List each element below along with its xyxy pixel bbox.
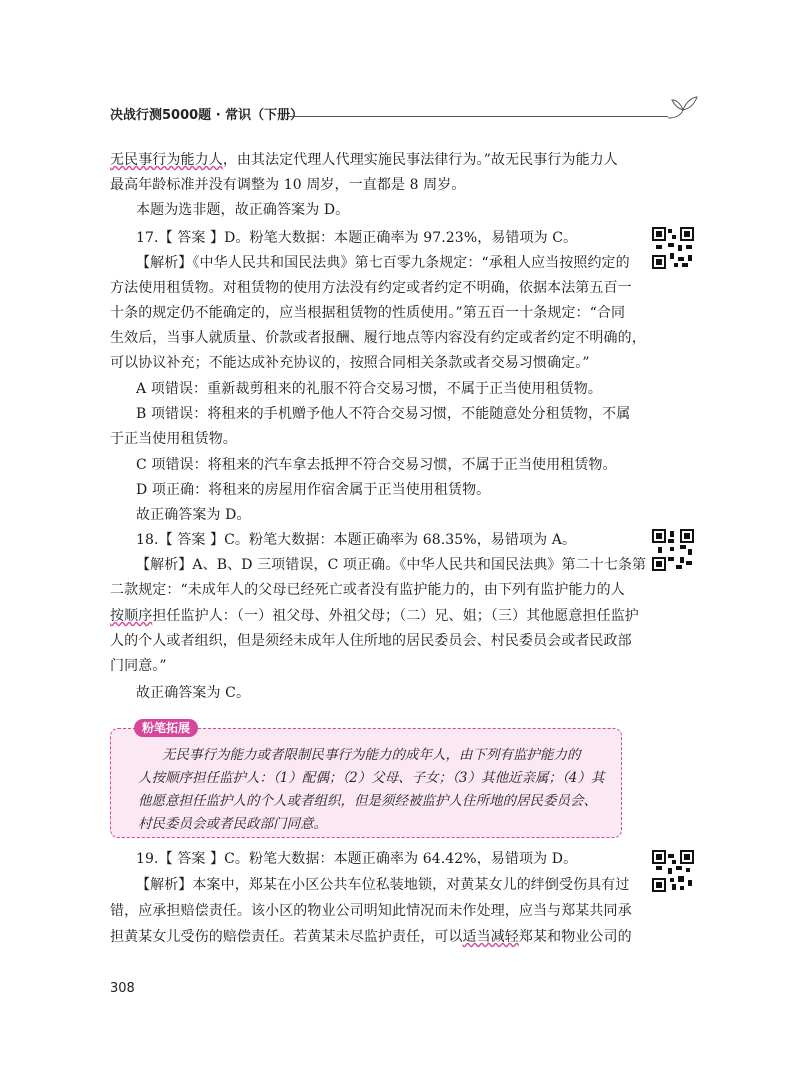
answer-17: 17.【 答案 】D。粉笔大数据：本题正确率为 97.23%，易错项为 C。 — [136, 230, 578, 246]
text-line: 可以协议补充；不能达成补充协议的，按照合同相关条款或者交易习惯确定。” — [110, 355, 590, 371]
text-line: 方法使用租赁物。对租赁物的使用方法没有约定或者约定不明确，依据本法第五百一 — [110, 280, 632, 296]
text-line: 人的个人或者组织，但是须经未成年人住所地的居民委员会、村民委员会或者民政部 — [110, 633, 632, 649]
text-line — [110, 150, 630, 170]
answer-18: 18.【 答案 】C。粉笔大数据：本题正确率为 68.35%，易错项为 A。 — [136, 532, 577, 548]
text-line: 错，应承担赔偿责任。该小区的物业公司明知此情况而未作处理，应当与郑某共同承 — [110, 903, 632, 919]
extension-line: 村民委员会或者民政部门同意。 — [138, 816, 327, 832]
qr-code-icon[interactable] — [652, 529, 694, 571]
text-line: 【解析】A、B、D 三项错误，C 项正确。《中华人民共和国民法典》第二十七条第 — [136, 557, 647, 573]
text-line — [110, 927, 630, 947]
answer-19: 19.【 答案 】C。粉笔大数据：本题正确率为 64.42%，易错项为 D。 — [136, 851, 578, 867]
text-segment: 担黄某女儿受伤的赔偿责任。若黄某未尽监护责任，可以 — [110, 929, 463, 945]
extension-line: 人按顺序担任监护人：（1）配偶；（2）父母、子女；（3）其他近亲属；（4）其 — [138, 770, 605, 786]
conclusion: 故正确答案为 C。 — [136, 685, 251, 701]
highlighted-term: 按顺序 — [110, 608, 153, 624]
highlighted-term: 无民事行为能力人 — [110, 152, 223, 168]
page-number: 308 — [110, 981, 135, 996]
text-segment: ，由其法定代理人代理实施民事法律行为。”故无民事行为能力人 — [222, 152, 618, 168]
text-line: 本题为选非题，故正确答案为 D。 — [136, 202, 350, 218]
option-d: D 项正确：将租来的房屋用作宿舍属于正当使用租赁物。 — [136, 482, 491, 498]
option-b: B 项错误：将租来的手机赠予他人不符合交易习惯，不能随意处分租赁物，不属 — [136, 406, 631, 422]
extension-line: 无民事行为能力或者限制民事行为能力的成年人，由下列有监护能力的 — [162, 747, 581, 763]
header-rule — [288, 116, 668, 117]
text-segment: 郑某和物业公司的 — [518, 929, 632, 945]
running-header — [110, 106, 700, 130]
text-line — [110, 606, 639, 626]
extension-tag: 粉笔拓展 — [134, 719, 198, 737]
text-line: 于正当使用租赁物。 — [110, 431, 237, 447]
option-a: A 项错误：重新裁剪租来的礼服不符合交易习惯，不属于正当使用租赁物。 — [136, 381, 602, 397]
text-line: 生效后，当事人就质量、价款或者报酬、履行地点等内容没有约定或者约定不明确的， — [110, 330, 646, 346]
option-c: C 项错误：将租来的汽车拿去抵押不符合交易习惯，不属于正当使用租赁物。 — [136, 457, 617, 473]
text-line: 【解析】本案中，郑某在小区公共车位私装地锁，对黄某女儿的绊倒受伤具有过 — [136, 877, 630, 893]
text-line: 【解析】《中华人民共和国民法典》第七百零九条规定：“承租人应当按照约定的 — [136, 255, 630, 271]
text-line: 十条的规定仍不能确定的，应当根据租赁物的性质使用。”第五百一十条规定：“合同 — [110, 305, 626, 321]
extension-line: 他愿意担任监护人的个人或者组织，但是须经被监护人住所地的居民委员会、 — [138, 793, 597, 809]
book-title: 决战行测5000题 · 常识（下册） — [110, 108, 304, 123]
conclusion: 故正确答案为 D。 — [136, 507, 251, 523]
text-segment: 担任监护人：（一）祖父母、外祖父母；（二）兄、姐；（三）其他愿意担任监护 — [152, 608, 639, 624]
highlighted-term: 适当减轻 — [462, 929, 519, 945]
text-line: 门同意。” — [110, 658, 167, 674]
sprout-icon — [666, 92, 700, 120]
qr-code-icon[interactable] — [652, 227, 694, 269]
text-line: 最高年龄标准并没有调整为 10 周岁，一直都是 8 周岁。 — [110, 177, 466, 193]
qr-code-icon[interactable] — [652, 850, 694, 892]
text-line: 二款规定：“未成年人的父母已经死亡或者没有监护能力的，由下列有监护能力的人 — [110, 582, 625, 598]
